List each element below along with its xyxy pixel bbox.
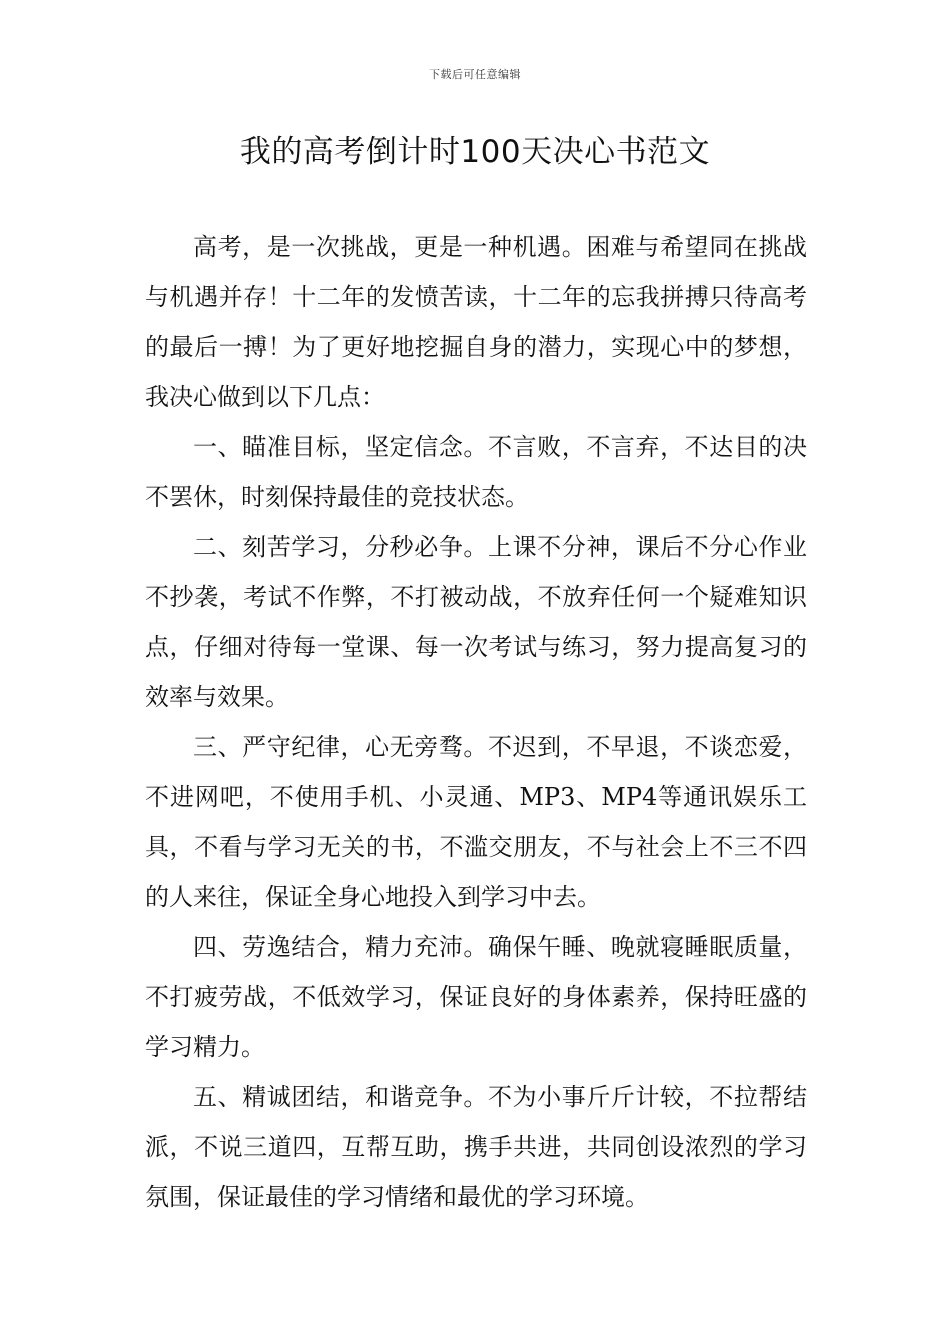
paragraph-point-3: 三、严守纪律，心无旁骛。不迟到，不早退，不谈恋爱，不进网吧，不使用手机、小灵通、MP3、MP4等通讯娱乐工具，不看与学习无关的书，不滥交朋友，不与社会上不三不四的人来往，保证全身心地投入到学习中去。: [145, 733, 807, 911]
paragraph-point-1: 一、瞄准目标，坚定信念。不言败，不言弃，不达目的决不罢休，时刻保持最佳的竞技状态。: [145, 433, 807, 511]
document-title: 我的高考倒计时100天决心书范文: [239, 134, 711, 170]
paragraph-point-4: 四、劳逸结合，精力充沛。确保午睡、晚就寝睡眠质量，不打疲劳战，不低效学习，保证良好的身体素养，保持旺盛的学习精力。: [145, 933, 807, 1061]
header-note: 下载后可任意编辑: [429, 68, 521, 81]
document-body: [145, 222, 807, 1222]
paragraph-point-5: 五、精诚团结，和谐竞争。不为小事斤斤计较，不拉帮结派，不说三道四，互帮互助，携手共进，共同创设浓烈的学习氛围，保证最佳的学习情绪和最优的学习环境。: [145, 1083, 807, 1211]
paragraph-point-2: 二、刻苦学习，分秒必争。上课不分神，课后不分心作业不抄袭，考试不作弊，不打被动战，不放弃任何一个疑难知识点，仔细对待每一堂课、每一次考试与练习，努力提高复习的效率与效果。: [145, 533, 807, 711]
paragraph-intro: 高考，是一次挑战，更是一种机遇。困难与希望同在挑战与机遇并存！十二年的发愤苦读，十二年的忘我拼搏只待高考的最后一搏！为了更好地挖掘自身的潜力，实现心中的梦想，我决心做到以下几点：: [145, 233, 807, 411]
